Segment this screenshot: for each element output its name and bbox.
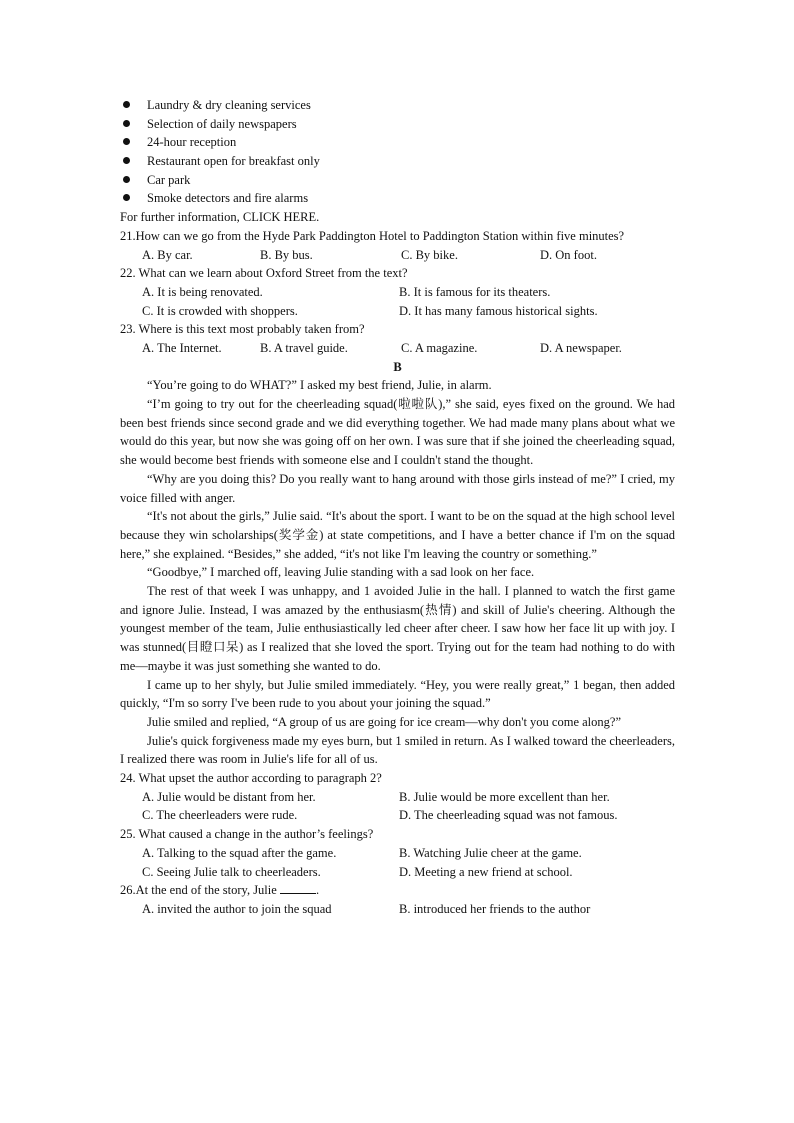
bullet-icon <box>123 138 130 145</box>
option-c[interactable]: C. By bike. <box>401 247 458 262</box>
question-25-options-cd <box>120 863 675 882</box>
option-c[interactable]: C. It is crowded with shoppers. <box>142 303 298 318</box>
passage-paragraph: “Goodbye,” I marched off, leaving Julie standing with a sad look on her face. <box>147 565 535 580</box>
question-26-end: . <box>315 883 320 898</box>
list-item: Laundry & dry cleaning services <box>120 96 675 115</box>
list-item: Smoke detectors and fire alarms <box>120 189 675 208</box>
option-b[interactable]: B. A travel guide. <box>260 340 348 355</box>
option-a[interactable]: A. It is being renovated. <box>142 284 263 299</box>
question-26-options-ab <box>120 900 675 919</box>
bullet-icon <box>123 157 130 164</box>
list-item: Car park <box>120 171 675 190</box>
question-24-stem: 24. What upset the author according to paragraph 2? <box>120 771 382 786</box>
option-d[interactable]: D. Meeting a new friend at school. <box>399 864 573 879</box>
option-a[interactable]: A. The Internet. <box>142 340 222 355</box>
section-heading: B <box>393 359 402 374</box>
passage-paragraph: Julie's quick forgiveness made my eyes burn, but 1 smiled in return. As I walked toward the cheerleaders, I realized there was room in Julie's life for all of us. <box>120 733 675 767</box>
question-26-text: 26.At the end of the story, Julie <box>120 883 277 898</box>
bullet-icon <box>123 194 130 201</box>
list-item: 24-hour reception <box>120 133 675 152</box>
question-22-options-ab <box>120 283 675 302</box>
further-info-link[interactable]: For further information, CLICK HERE. <box>120 210 320 225</box>
option-a[interactable]: A. invited the author to join the squad <box>142 901 332 916</box>
passage-paragraph: “I’m going to try out for the cheerleading squad(啦啦队),” she said, eyes fixed on the ground. We had been best friends since second grade and we did everything together. We had made many plans about what we would do this year, but now she was going off on her own. I was sure that if she joined the cheerleading squad, she would become best friends with someone else and I couldn't stand the thought. <box>120 397 675 468</box>
option-a[interactable]: A. Talking to the squad after the game. <box>142 845 337 860</box>
option-b[interactable]: B. By bus. <box>260 247 313 262</box>
question-23-stem: 23. Where is this text most probably taken from? <box>120 322 365 337</box>
option-d[interactable]: D. On foot. <box>540 247 597 262</box>
list-item: Selection of daily newspapers <box>120 115 675 134</box>
question-26-stem <box>120 881 675 900</box>
question-25-options-ab <box>120 844 675 863</box>
passage-paragraph: “It's not about the girls,” Julie said. “It's about the sport. I want to be on the squad at the high school level because they win scholarships(奖学金) at state competitions, and I have a better chance if I'm on the squad here,” she explained. “Besides,” she added, “it's not like I'm leaving the country or something.” <box>120 509 675 561</box>
question-22-stem: 22. What can we learn about Oxford Street from the text? <box>120 266 408 281</box>
passage-paragraph: “Why are you doing this? Do you really want to hang around with those girls instead of me?” I cried, my voice filled with anger. <box>120 471 675 505</box>
option-c[interactable]: C. A magazine. <box>401 340 478 355</box>
question-22-options-cd <box>120 302 675 321</box>
amenities-list <box>120 96 675 208</box>
question-24-options-ab <box>120 788 675 807</box>
option-a[interactable]: A. By car. <box>142 247 193 262</box>
passage-paragraph: Julie smiled and replied, “A group of us are going for ice cream—why don't you come along?” <box>147 714 621 729</box>
answer-blank[interactable] <box>280 881 316 894</box>
option-b[interactable]: B. It is famous for its theaters. <box>399 284 551 299</box>
passage-paragraph: The rest of that week I was unhappy, and 1 avoided Julie in the hall. I planned to watch the first game and ignore Julie. Instead, I was amazed by the enthusiasm(热情) and skill of Julie's cheering. Although the youngest member of the team, Julie enthusiastically led cheer after cheer. I saw how her face lit up with joy. I was stunned(目瞪口呆) as I realized that she loved the sport. Trying out for the team had nothing to do with me—maybe it was just something she wanted to do. <box>120 584 675 673</box>
option-b[interactable]: B. Watching Julie cheer at the game. <box>399 845 582 860</box>
passage-paragraph: “You’re going to do WHAT?” I asked my best friend, Julie, in alarm. <box>147 378 492 393</box>
passage-paragraph: I came up to her shyly, but Julie smiled immediately. “Hey, you were really great,” 1 began, then added quickly, “I'm so sorry I've been rude to you about your joining the squad.” <box>120 677 675 711</box>
question-24-options-cd <box>120 806 675 825</box>
bullet-icon <box>123 120 130 127</box>
option-a[interactable]: A. Julie would be distant from her. <box>142 789 316 804</box>
question-21-stem: 21.How can we go from the Hyde Park Paddington Hotel to Paddington Station within five minutes? <box>120 228 625 243</box>
question-21-options <box>120 246 675 265</box>
list-item: Restaurant open for breakfast only <box>120 152 675 171</box>
bullet-icon <box>123 101 130 108</box>
question-25-stem: 25. What caused a change in the author’s feelings? <box>120 827 374 842</box>
document-page <box>120 96 675 919</box>
bullet-icon <box>123 176 130 183</box>
option-d[interactable]: D. The cheerleading squad was not famous. <box>399 808 618 823</box>
option-d[interactable]: D. A newspaper. <box>540 340 622 355</box>
option-d[interactable]: D. It has many famous historical sights. <box>399 303 598 318</box>
option-c[interactable]: C. Seeing Julie talk to cheerleaders. <box>142 864 321 879</box>
question-23-options <box>120 339 675 358</box>
option-b[interactable]: B. introduced her friends to the author <box>399 901 591 916</box>
option-b[interactable]: B. Julie would be more excellent than her. <box>399 789 610 804</box>
option-c[interactable]: C. The cheerleaders were rude. <box>142 808 298 823</box>
